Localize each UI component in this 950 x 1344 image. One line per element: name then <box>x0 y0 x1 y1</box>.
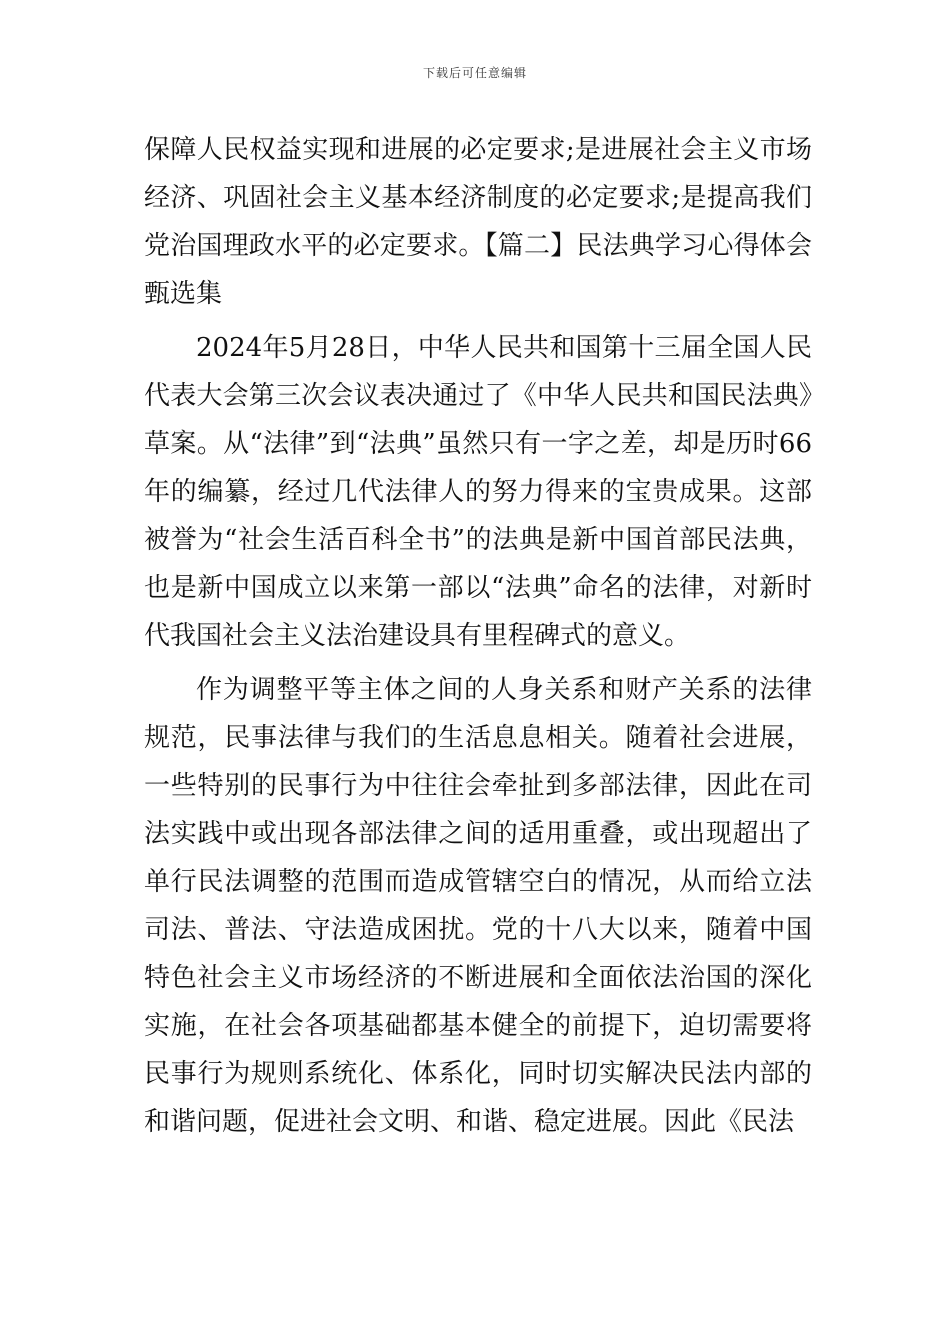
document-body <box>144 126 812 1152</box>
page-header-note: 下载后可任意编辑 <box>422 66 527 80</box>
paragraph-2: 2024年5月28日，中华人民共和国第十三届全国人民代表大会第三次会议表决通过了《中华人民共和国民法典》草案。从“法律”到“法典”虽然只有一字之差，却是历时66年的编纂，经过几代法律人的努力得来的宝贵成果。这部被誉为“社会生活百科全书”的法典是新中国首部民法典，也是新中国成立以来第一部以“法典”命名的法律，对新时代我国社会主义法治建设具有里程碑式的意义。 <box>144 333 812 651</box>
paragraph-3: 作为调整平等主体之间的人身关系和财产关系的法律规范，民事法律与我们的生活息息相关。随着社会进展，一些特别的民事行为中往往会牵扯到多部法律，因此在司法实践中或出现各部法律之间的适用重叠，或出现超出了单行民法调整的范围而造成管辖空白的情况，从而给立法司法、普法、守法造成困扰。党的十八大以来，随着中国特色社会主义市场经济的不断进展和全面依法治国的深化实施，在社会各项基础都基本健全的前提下，迫切需要将民事行为规则系统化、体系化，同时切实解决民法内部的和谐问题，促进社会文明、和谐、稳定进展。因此《民法 <box>144 675 812 1137</box>
paragraph-1: 保障人民权益实现和进展的必定要求;是进展社会主义市场经济、巩固社会主义基本经济制度的必定要求;是提高我们党治国理政水平的必定要求。【篇二】民法典学习心得体会甄选集 <box>144 135 812 309</box>
